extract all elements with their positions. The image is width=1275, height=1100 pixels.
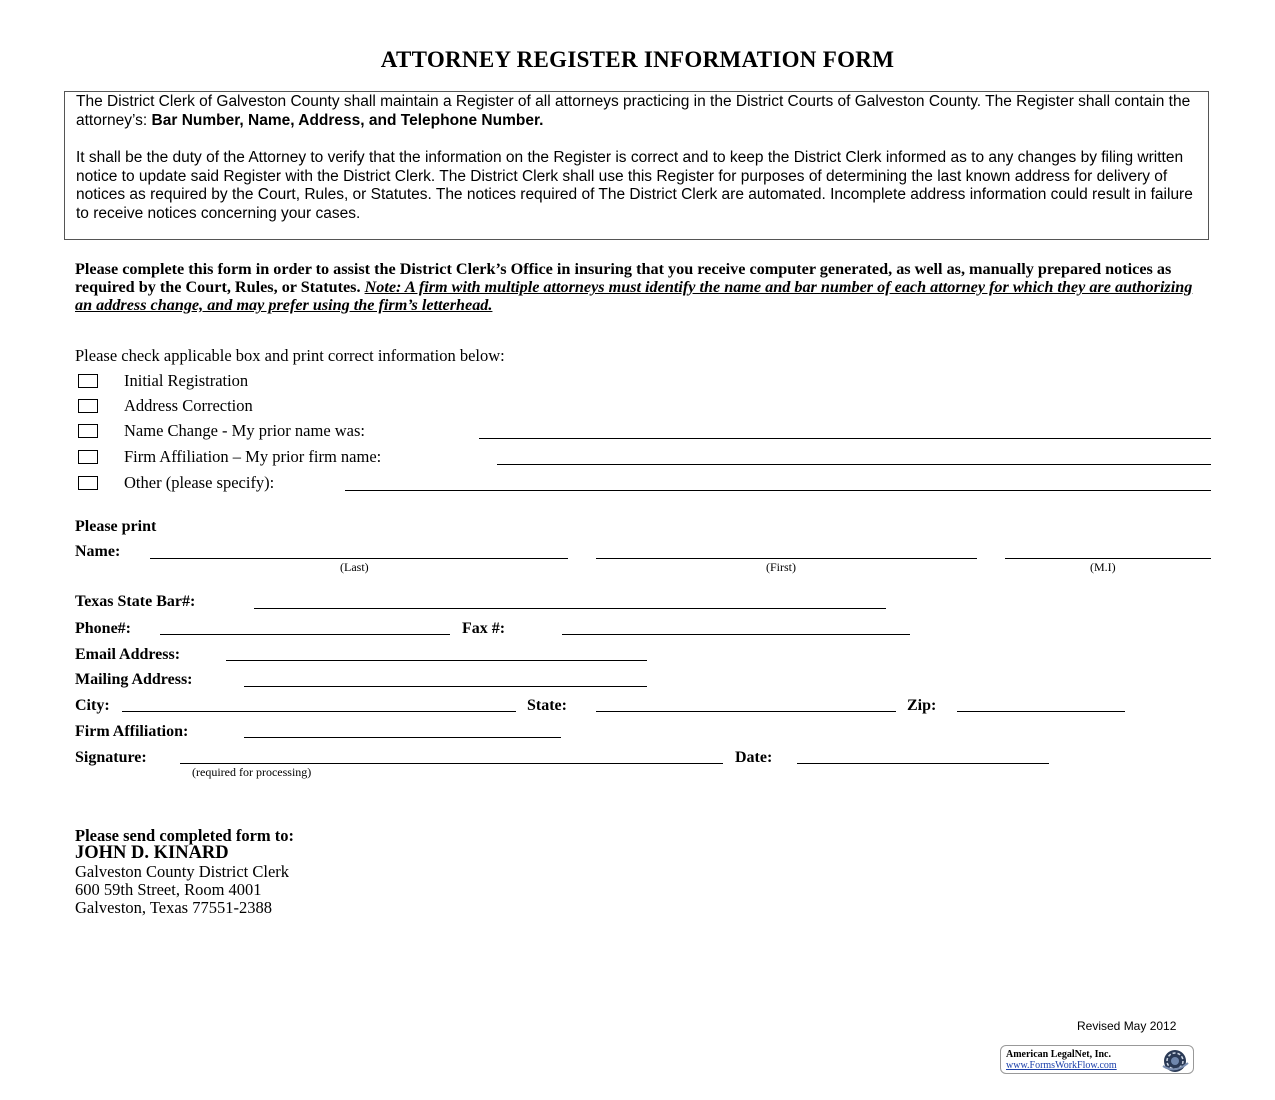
phone-line[interactable] — [160, 634, 450, 635]
other-specify-line[interactable] — [345, 490, 1211, 491]
zip-label: Zip: — [907, 697, 937, 714]
mi-caption: (M.I) — [1090, 560, 1116, 574]
info-paragraph-2: It shall be the duty of the Attorney to verify that the information on the Register is correct and to keep the District Clerk informed as to any changes by filing written notice to update said Register with the District Clerk. The District Clerk shall use this Register for purposes of determining the last known address for delivery of notices as required by the Court, Rules, or Statutes. The notices required of The District Clerk are automated. Incomplete address information could result in failure to receive notices concerning your cases. — [76, 149, 1193, 222]
globe-icon — [1159, 1048, 1191, 1074]
fax-line[interactable] — [562, 634, 910, 635]
name-label: Name: — [75, 543, 121, 560]
send-heading: Please send completed form to: — [75, 826, 295, 845]
info-paragraph-1 — [76, 93, 1206, 130]
please-print-label: Please print — [75, 518, 157, 535]
checkbox-address-correction[interactable] — [78, 399, 98, 413]
info-box — [64, 91, 1209, 240]
address-line-1: Galveston County District Clerk — [75, 862, 290, 881]
check-prompt: Please check applicable box and print correct information below: — [75, 346, 505, 365]
checkbox-firm-affiliation[interactable] — [78, 450, 98, 464]
clerk-name: JOHN D. KINARD — [75, 843, 229, 863]
first-name-line[interactable] — [596, 558, 977, 559]
form-title: ATTORNEY REGISTER INFORMATION FORM — [380, 47, 895, 72]
email-label: Email Address: — [75, 646, 181, 663]
fax-label: Fax #: — [462, 620, 506, 637]
last-caption: (Last) — [340, 560, 369, 574]
zip-line[interactable] — [957, 711, 1125, 712]
city-line[interactable] — [122, 711, 516, 712]
date-label: Date: — [735, 749, 773, 766]
instructions — [75, 260, 1195, 314]
checkbox-initial-registration[interactable] — [78, 374, 98, 388]
logo-company-name: American LegalNet, Inc. — [1006, 1049, 1111, 1060]
signature-label: Signature: — [75, 749, 147, 766]
address-line-3: Galveston, Texas 77551-2388 — [75, 898, 272, 917]
info-p1-bold: Bar Number, Name, Address, and Telephone Number. — [151, 111, 544, 129]
logo-url[interactable]: www.FormsWorkFlow.com — [1006, 1060, 1117, 1071]
state-label: State: — [527, 697, 567, 714]
mailing-line[interactable] — [244, 686, 647, 687]
last-name-line[interactable] — [150, 558, 568, 559]
mailing-label: Mailing Address: — [75, 671, 193, 688]
address-line-2: 600 59th Street, Room 4001 — [75, 880, 262, 899]
date-line[interactable] — [797, 763, 1049, 764]
revised-date: Revised May 2012 — [1077, 1019, 1177, 1033]
option-firm-affiliation: Firm Affiliation – My prior firm name: — [124, 447, 382, 466]
first-caption: (First) — [766, 560, 796, 574]
option-address-correction: Address Correction — [124, 396, 253, 415]
state-line[interactable] — [596, 711, 896, 712]
info-p1-text: The District Clerk of Galveston County shall maintain a Register of all attorneys practicing in the District Courts of Galveston County. The Register shall contain the attorney’s: — [76, 93, 1191, 129]
email-line[interactable] — [226, 660, 647, 661]
firm-label: Firm Affiliation: — [75, 723, 189, 740]
signature-note: (required for processing) — [192, 765, 312, 779]
phone-label: Phone#: — [75, 620, 131, 637]
checkbox-name-change[interactable] — [78, 424, 98, 438]
bar-line[interactable] — [254, 608, 886, 609]
mi-line[interactable] — [1005, 558, 1211, 559]
checkbox-other[interactable] — [78, 476, 98, 490]
bar-label: Texas State Bar#: — [75, 593, 196, 610]
signature-line[interactable] — [180, 763, 723, 764]
american-legalnet-logo[interactable] — [1000, 1045, 1194, 1074]
instructions-text: Please complete this form in order to assist the District Clerk’s Office in insuring that you receive computer generated, as well as, manually prepared notices as required by the Court, Rules, or Statutes. — [75, 260, 1172, 296]
option-other: Other (please specify): — [124, 473, 275, 492]
prior-name-line[interactable] — [479, 438, 1211, 439]
firm-line[interactable] — [244, 737, 561, 738]
city-label: City: — [75, 697, 110, 714]
prior-firm-line[interactable] — [497, 464, 1211, 465]
option-name-change: Name Change - My prior name was: — [124, 421, 366, 440]
instructions-note: Note: A firm with multiple attorneys must identify the name and bar number of each attorney for which they are authorizing an address change, and may prefer using the firm’s letterhead. — [75, 278, 1193, 314]
option-initial-registration: Initial Registration — [124, 371, 249, 390]
